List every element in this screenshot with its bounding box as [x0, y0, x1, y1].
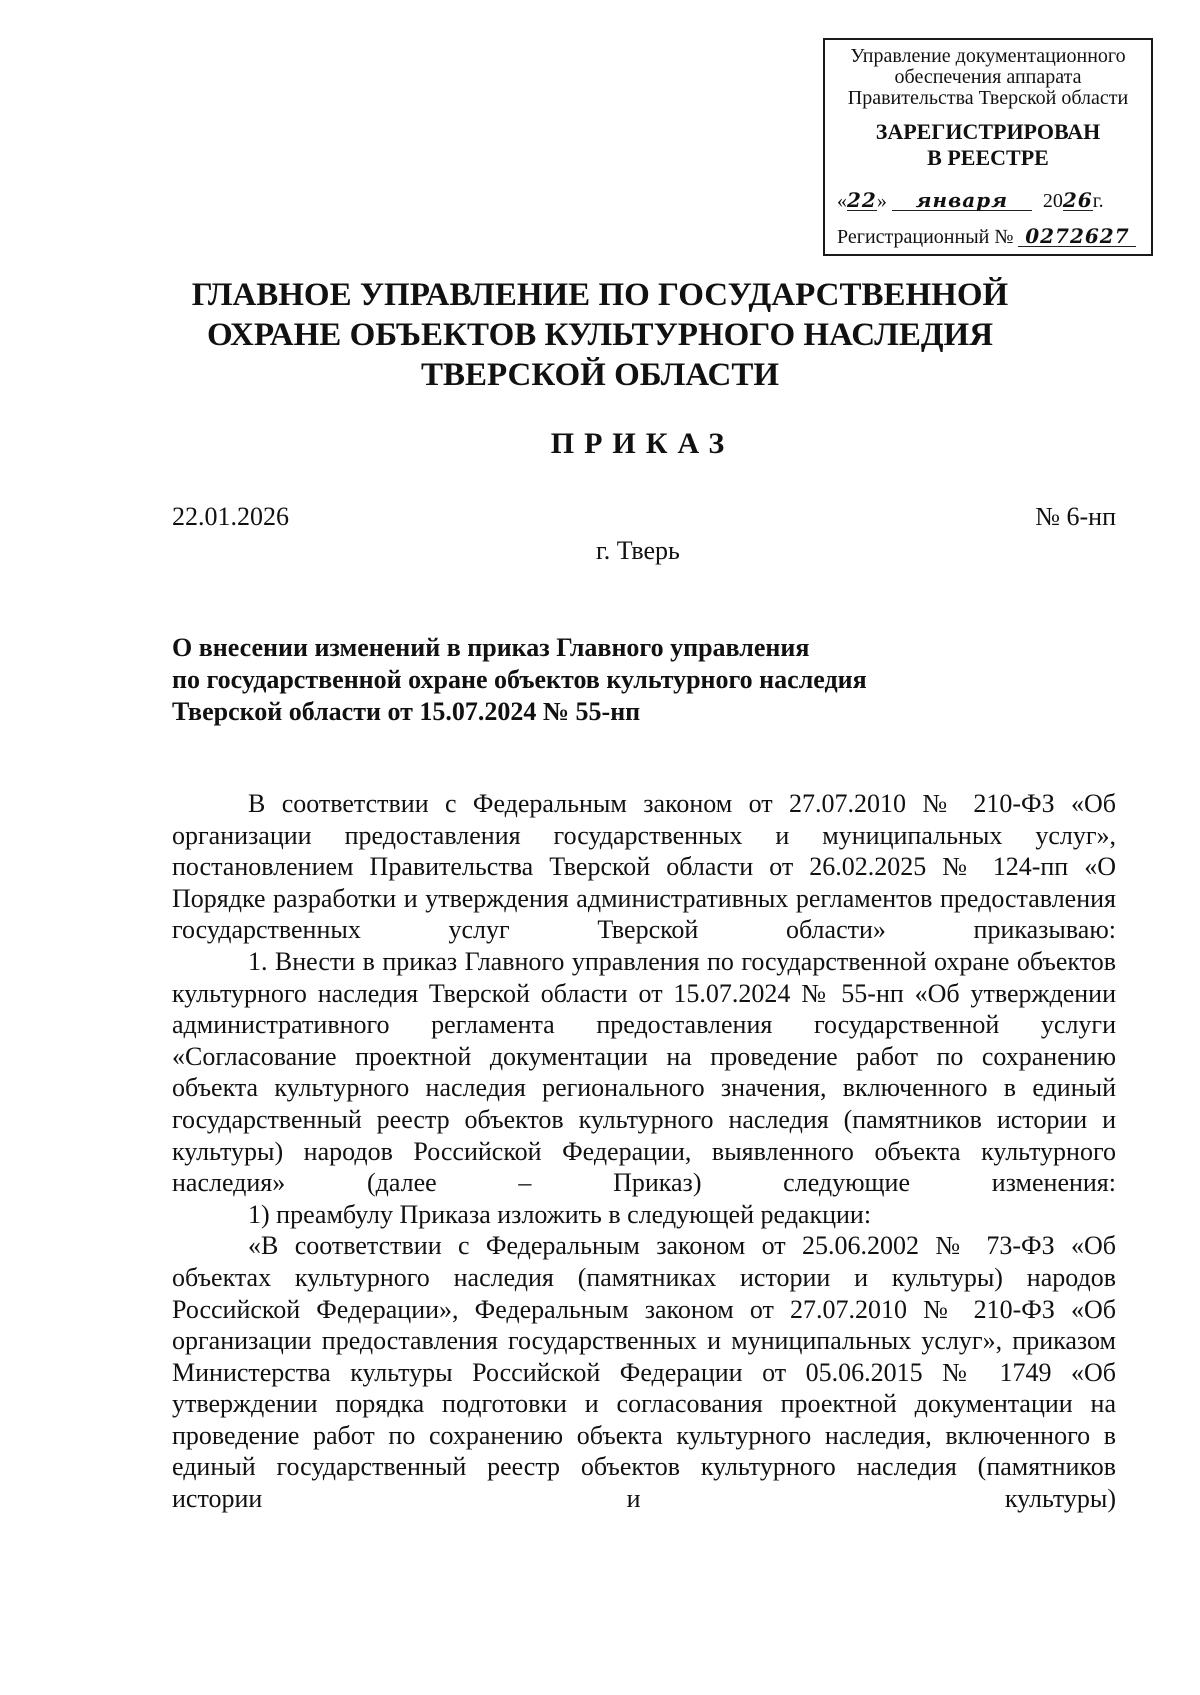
document-subject: О внесении изменений в приказ Главного управления по государственной охране объектов культурного наследия Тверской области от 15.07.2024 № 55-нп: [172, 633, 867, 726]
body-paragraph: В соответствии с Федеральным законом от 27.07.2010 № 210-ФЗ «Об организации предоставления государственных и муниципальных услуг», постановлением Правительства Тверской области от 26.02.2025 № 124-пп «О Порядке разработки и утверждения административных регламентов предоставления государственных услуг Тверской области» приказываю:: [172, 789, 1116, 945]
stamp-date-month: января: [892, 190, 1032, 211]
document-number: № 6-нп: [1035, 502, 1116, 531]
body-paragraph: 1. Внести в приказ Главного управления по государственной охране объектов культурного наследия Тверской области от 15.07.2024 № 55-нп «Об утверждении административного регламента предоставления государственной услуги «Согласование проектной документации на проведение работ по сохранению объекта культурного наследия регионального значения, включенного в единый государственный реестр объектов культурного наследия (памятников истории и культуры) народов Российской Федерации, выявленного объекта культурного наследия» (далее – Приказ) следующие изменения:: [172, 946, 1116, 1198]
document-type-title: ПРИКАЗ: [550, 427, 735, 460]
organization-name: ГЛАВНОЕ УПРАВЛЕНИЕ ПО ГОСУДАРСТВЕННОЙ ОХРАНЕ ОБЪЕКТОВ КУЛЬТУРНОГО НАСЛЕДИЯ ТВЕРСКОЙ ОБЛАСТИ: [191, 277, 1009, 393]
body-paragraph: «В соответствии с Федеральным законом от 25.06.2002 № 73-ФЗ «Об объектах культурного наследия (памятниках истории и культуры) народов Российской Федерации», Федеральным законом от 27.07.2010 № 210-ФЗ «Об организации предоставления государственных и муниципальных услуг», приказом Министерства культуры Российской Федерации от 05.06.2015 № 1749 «Об утверждении порядка подготовки и согласования проектной документации на проведение работ по сохранению объекта культурного наследия, включенного в единый государственный реестр объектов культурного наследия (памятников истории и культуры): [172, 1231, 1116, 1514]
stamp-date-day: 22: [847, 188, 877, 212]
document-date: 22.01.2026: [172, 502, 289, 531]
body-paragraph: 1) преамбулу Приказа изложить в следующей редакции:: [248, 1199, 872, 1229]
stamp-reg-number-line: [837, 226, 1143, 248]
document-city: г. Тверь: [596, 536, 680, 565]
stamp-department-line: Правительства Тверской области: [847, 87, 1129, 109]
stamp-reg-label: Регистрационный №: [837, 226, 1014, 248]
stamp-reg-number: 0272627: [1018, 226, 1136, 247]
registration-stamp: [823, 38, 1153, 256]
stamp-registered-label: ЗАРЕГИСТРИРОВАН В РЕЕСТРЕ: [875, 119, 1101, 170]
stamp-department-line: обеспечения аппарата: [894, 66, 1082, 88]
stamp-department-line: Управление документационного: [850, 45, 1126, 67]
document-body: [172, 788, 1116, 1515]
stamp-date-line: «22» января 2026г.: [837, 188, 1104, 212]
stamp-date-year: 26: [1062, 188, 1093, 212]
